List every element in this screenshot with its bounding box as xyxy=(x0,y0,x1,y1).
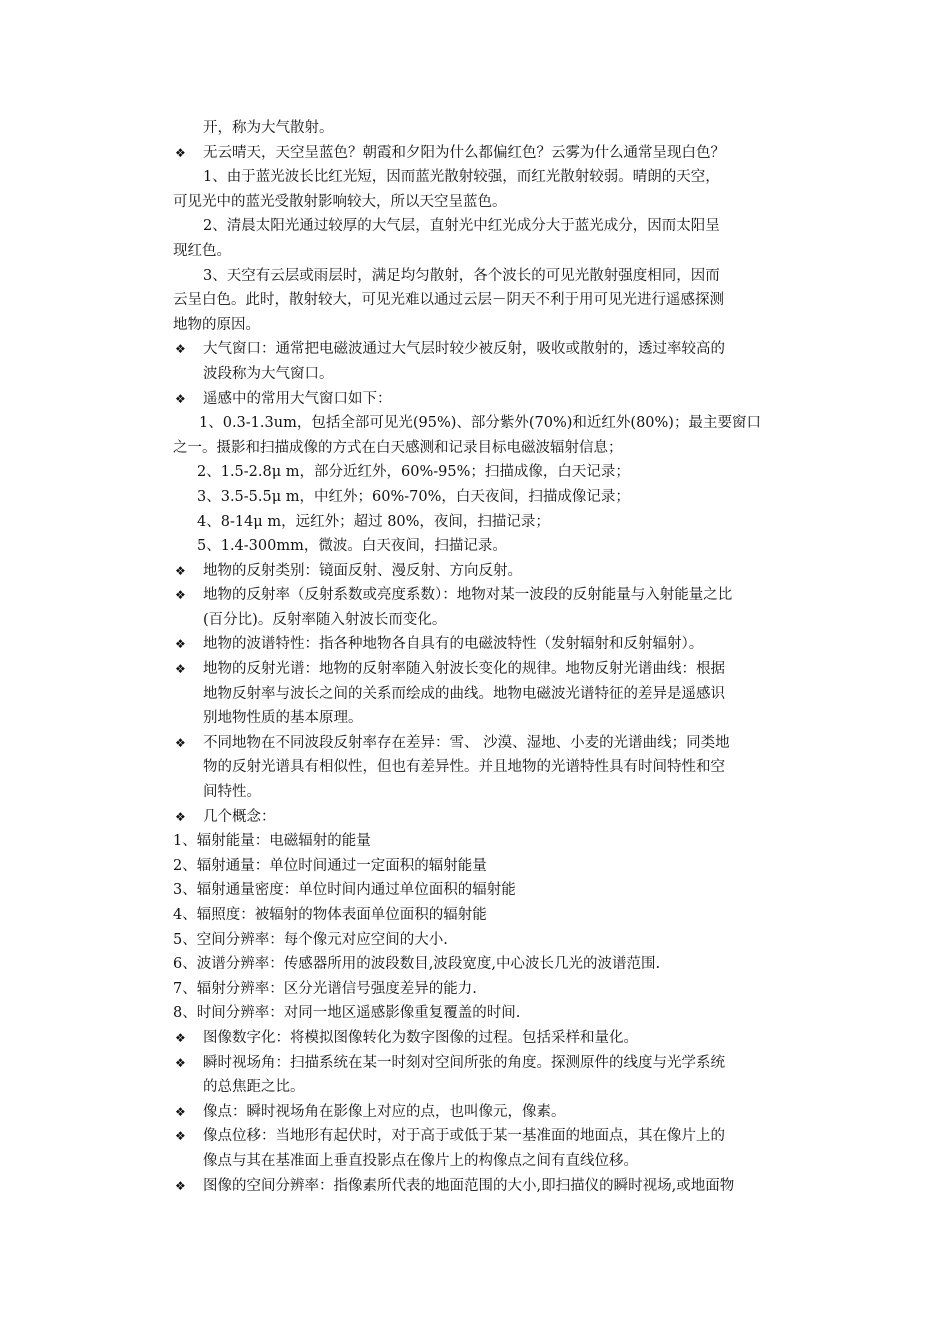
line-text: 1、0.3-1.3um，包括全部可见光(95%)、部分紫外(70%)和近红外(80%)；最主要窗口 xyxy=(199,415,761,432)
line-text: 现红色。 xyxy=(173,242,231,259)
bullet-diamond-icon: ❖ xyxy=(175,588,186,603)
bullet-item xyxy=(173,1100,813,1125)
bullet-item xyxy=(173,805,813,830)
text-line xyxy=(173,977,813,1002)
line-text: 的总焦距之比。 xyxy=(203,1079,305,1096)
bullet-item xyxy=(173,1051,813,1076)
bullet-diamond-icon: ❖ xyxy=(175,662,186,677)
line-text: (百分比)。反射率随入射波长而变化。 xyxy=(203,611,447,628)
line-text: 3、辐射通量密度：单位时间内通过单位面积的辐射能 xyxy=(173,882,516,899)
bullet-diamond-icon: ❖ xyxy=(175,391,186,406)
line-text: 地物的反射类别：镜面反射、漫反射、方向反射。 xyxy=(203,562,522,579)
text-line xyxy=(173,165,813,190)
line-text: 4、8-14μ m，远红外；超过 80%，夜间，扫描记录； xyxy=(197,513,550,530)
line-text: 3、3.5-5.5μ m，中红外；60%-70%，白天夜间，扫描成像记录； xyxy=(197,488,630,505)
text-line xyxy=(173,313,813,338)
bullet-item xyxy=(173,1026,813,1051)
line-text: 1、由于蓝光波长比红光短，因而蓝光散射较强，而红光散射较弱。晴朗的天空， xyxy=(203,169,720,186)
line-text: 地物反射率与波长之间的关系而绘成的曲线。地物电磁波光谱特征的差异是遥感识 xyxy=(203,685,725,702)
line-text: 7、辐射分辨率：区分光谱信号强度差异的能力. xyxy=(173,980,477,997)
text-line xyxy=(173,928,813,953)
line-text: 不同地物在不同波段反射率存在差异：雪、 沙漠、湿地、小麦的光谱曲线；同类地 xyxy=(203,734,730,751)
text-line xyxy=(173,1149,813,1174)
text-line xyxy=(173,903,813,928)
bullet-item xyxy=(173,387,813,412)
line-text: 2、1.5-2.8μ m，部分近红外，60%-95%；扫描成像，白天记录； xyxy=(197,464,630,481)
bullet-item xyxy=(173,632,813,657)
line-text: 大气窗口：通常把电磁波通过大气层时较少被反射，吸收或散射的，透过率较高的 xyxy=(203,341,725,358)
line-text: 地物的反射率（反射系数或亮度系数）：地物对某一波段的反射能量与入射能量之比 xyxy=(203,587,733,604)
text-line xyxy=(173,1075,813,1100)
line-text: 1、辐射能量：电磁辐射的能量 xyxy=(173,833,371,850)
bullet-item xyxy=(173,141,813,166)
bullet-item xyxy=(173,337,813,362)
text-line xyxy=(173,411,813,436)
line-text: 2、辐射通量：单位时间通过一定面积的辐射能量 xyxy=(173,857,487,874)
text-line xyxy=(173,780,813,805)
line-text: 间特性。 xyxy=(203,784,261,801)
line-text: 物的反射光谱具有相似性，但也有差异性。并且地物的光谱特性具有时间特性和空 xyxy=(203,759,725,776)
line-text: 4、辐照度：被辐射的物体表面单位面积的辐射能 xyxy=(173,907,487,923)
text-line xyxy=(173,190,813,215)
bullet-diamond-icon: ❖ xyxy=(175,1030,186,1045)
bullet-item xyxy=(173,559,813,584)
text-line xyxy=(173,608,813,633)
text-line xyxy=(173,362,813,387)
text-line xyxy=(173,436,813,461)
line-text: 遥感中的常用大气窗口如下： xyxy=(203,390,392,407)
line-text: 地物的原因。 xyxy=(173,316,260,333)
line-text: 地物的反射光谱：地物的反射率随入射波长变化的规律。地物反射光谱曲线：根据 xyxy=(203,661,725,678)
text-line xyxy=(173,239,813,264)
text-line xyxy=(173,854,813,879)
text-line xyxy=(173,534,813,559)
line-text: 无云晴天，天空呈蓝色？朝霞和夕阳为什么都偏红色？云雾为什么通常呈现白色？ xyxy=(203,144,725,161)
line-text: 像点位移：当地形有起伏时，对于高于或低于某一基准面的地面点，其在像片上的 xyxy=(203,1128,725,1145)
line-text: 像点：瞬时视场角在影像上对应的点，也叫像元，像素。 xyxy=(203,1103,566,1120)
line-text: 图像的空间分辨率：指像素所代表的地面范围的大小,即扫描仪的瞬时视场,或地面物 xyxy=(203,1177,735,1194)
line-text: 5、空间分辨率：每个像元对应空间的大小. xyxy=(173,931,448,948)
bullet-item xyxy=(173,583,813,608)
text-line xyxy=(173,952,813,977)
text-line xyxy=(173,706,813,731)
text-line xyxy=(173,214,813,239)
bullet-diamond-icon: ❖ xyxy=(175,1178,186,1193)
line-text: 波段称为大气窗口。 xyxy=(203,365,334,382)
bullet-diamond-icon: ❖ xyxy=(175,1129,186,1144)
bullet-diamond-icon: ❖ xyxy=(175,342,186,357)
line-text: 像点与其在基准面上垂直投影点在像片上的构像点之间有直线位移。 xyxy=(203,1152,638,1169)
text-line xyxy=(173,1001,813,1026)
bullet-item xyxy=(173,1174,813,1199)
bullet-diamond-icon: ❖ xyxy=(175,145,186,160)
text-line xyxy=(173,682,813,707)
text-line xyxy=(173,755,813,780)
text-line xyxy=(173,510,813,535)
line-text: 8、时间分辨率：对同一地区遥感影像重复覆盖的时间. xyxy=(173,1005,521,1022)
text-line xyxy=(173,264,813,289)
bullet-item xyxy=(173,731,813,756)
text-line xyxy=(173,485,813,510)
document-body xyxy=(173,116,813,1198)
line-text: 之一。摄影和扫描成像的方式在白天感测和记录目标电磁波辐射信息； xyxy=(173,439,623,456)
line-text: 3、天空有云层或雨层时，满足均匀散射，各个波长的可见光散射强度相同，因而 xyxy=(203,267,720,284)
text-line xyxy=(173,288,813,313)
bullet-item xyxy=(173,657,813,682)
line-text: 别地物性质的基本原理。 xyxy=(203,710,363,727)
bullet-diamond-icon: ❖ xyxy=(175,809,186,824)
line-text: 地物的波谱特性：指各种地物各自具有的电磁波特性（发射辐射和反射辐射）。 xyxy=(203,636,704,653)
line-text: 几个概念： xyxy=(203,808,276,825)
text-line xyxy=(173,829,813,854)
bullet-diamond-icon: ❖ xyxy=(175,1055,186,1070)
bullet-diamond-icon: ❖ xyxy=(175,563,186,578)
text-line xyxy=(173,116,813,141)
line-text: 6、波谱分辨率：传感器所用的波段数目,波段宽度,中心波长几光的波谱范围. xyxy=(173,956,661,973)
bullet-diamond-icon: ❖ xyxy=(175,1104,186,1119)
line-text: 开，称为大气散射。 xyxy=(203,120,334,136)
line-text: 5、1.4-300mm，微波。白天夜间，扫描记录。 xyxy=(197,538,507,555)
line-text: 云呈白色。此时，散射较大，可见光难以通过云层－阴天不利于用可见光进行遥感探测 xyxy=(173,292,724,309)
bullet-diamond-icon: ❖ xyxy=(175,637,186,652)
line-text: 可见光中的蓝光受散射影响较大，所以天空呈蓝色。 xyxy=(173,193,507,210)
bullet-diamond-icon: ❖ xyxy=(175,735,186,750)
line-text: 瞬时视场角：扫描系统在某一时刻对空间所张的角度。探测原件的线度与光学系统 xyxy=(203,1054,725,1071)
bullet-item xyxy=(173,1124,813,1149)
text-line xyxy=(173,878,813,903)
text-line xyxy=(173,460,813,485)
line-text: 2、清晨太阳光通过较厚的大气层，直射光中红光成分大于蓝光成分，因而太阳呈 xyxy=(203,218,720,235)
line-text: 图像数字化：将模拟图像转化为数字图像的过程。包括采样和量化。 xyxy=(203,1029,638,1046)
